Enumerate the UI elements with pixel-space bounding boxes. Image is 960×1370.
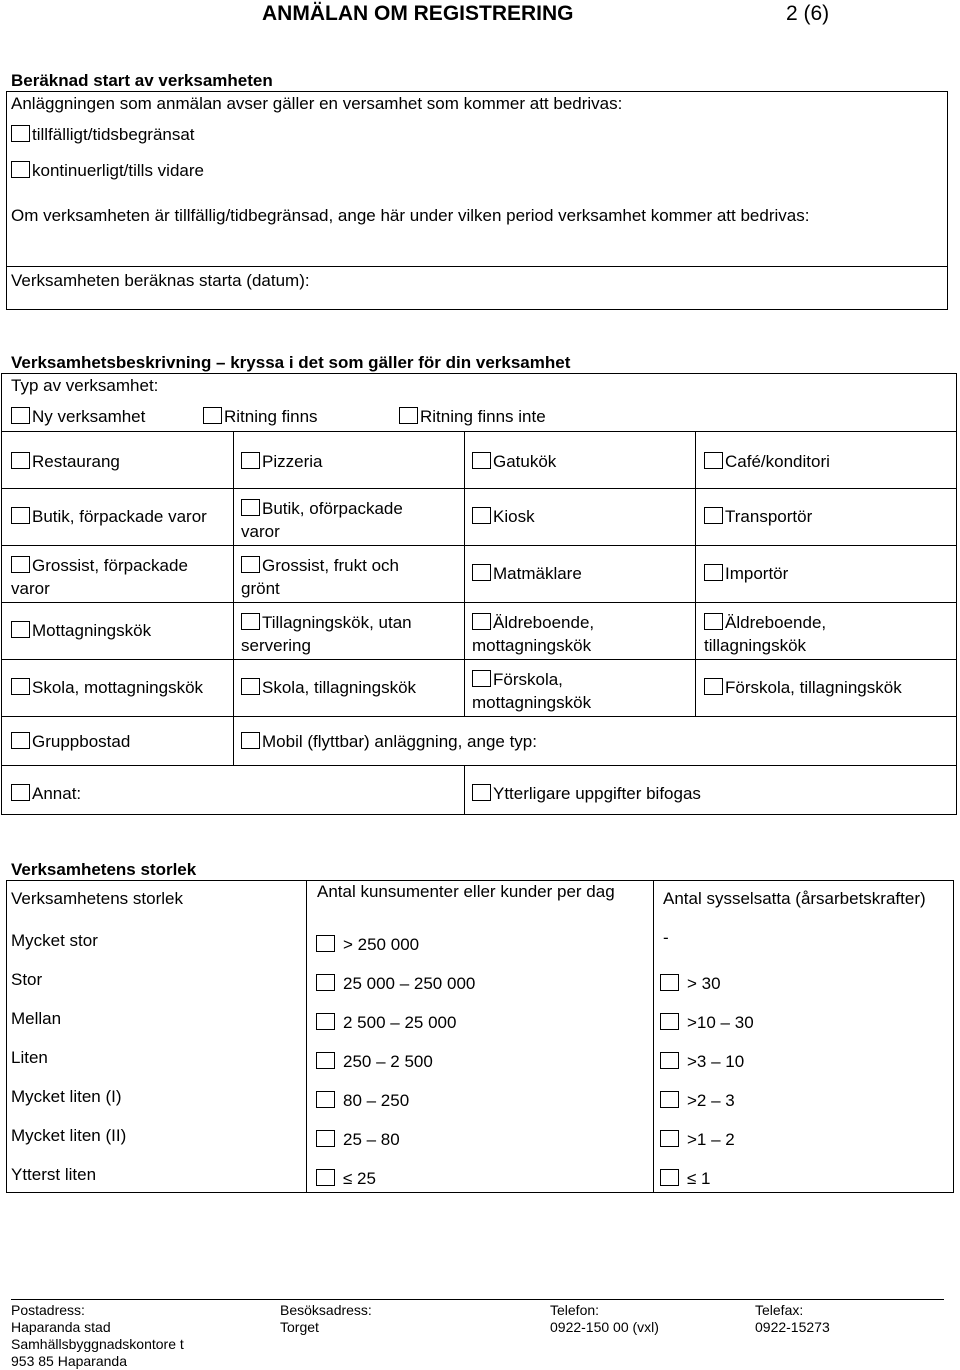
option-gruppbostad[interactable]: Gruppbostad	[11, 732, 130, 752]
option-ytterligare-uppgifter[interactable]: Ytterligare uppgifter bifogas	[472, 784, 701, 804]
option-tillagningskok-utan-servering[interactable]: Tillagningskök, utan servering	[241, 613, 412, 655]
divider	[1, 431, 957, 432]
option-gatukok[interactable]: Gatukök	[472, 452, 556, 472]
divider	[464, 431, 465, 716]
desc-heading: Verksamhetsbeskrivning – kryssa i det som gäller för din verksamhet	[11, 353, 571, 372]
option-continuous[interactable]: kontinuerligt/tills vidare	[11, 161, 204, 181]
size-row-label: Stor	[11, 970, 43, 989]
size-heading: Verksamhetens storlek	[11, 860, 197, 879]
staff-option[interactable]: >3 – 10	[660, 1052, 744, 1072]
checkbox[interactable]	[704, 452, 723, 469]
start-date-label: Verksamheten beräknas starta (datum):	[11, 271, 310, 290]
customers-option[interactable]: 250 – 2 500	[316, 1052, 433, 1072]
option-skola-mottagningskok[interactable]: Skola, mottagningskök	[11, 678, 203, 698]
checkbox[interactable]	[704, 564, 723, 581]
option-cafe-konditori[interactable]: Café/konditori	[704, 452, 830, 472]
divider	[1, 716, 957, 717]
start-heading: Beräknad start av verksamheten	[11, 71, 273, 90]
checkbox[interactable]	[704, 507, 723, 524]
divider	[233, 431, 234, 765]
option-butik-oforpackade[interactable]: Butik, oförpackade varor	[241, 499, 403, 541]
postadress-line3: 953 85 Haparanda	[11, 1353, 127, 1369]
divider	[1, 765, 957, 766]
checkbox[interactable]	[11, 452, 30, 469]
checkbox[interactable]	[316, 974, 335, 991]
option-importor[interactable]: Importör	[704, 564, 788, 584]
checkbox[interactable]	[241, 678, 260, 695]
option-matmaklare[interactable]: Matmäklare	[472, 564, 582, 584]
option-aldreboende-mottagningskok[interactable]: Äldreboende, mottagningskök	[472, 613, 595, 655]
checkbox[interactable]	[660, 1130, 679, 1147]
option-annat[interactable]: Annat:	[11, 784, 81, 804]
period-label: Om verksamheten är tillfällig/tidbegränsad, ange här under vilken period verksamhet kommer att bedrivas:	[11, 206, 810, 225]
size-row-label: Mycket liten (I)	[11, 1087, 122, 1106]
option-restaurang[interactable]: Restaurang	[11, 452, 120, 472]
option-kiosk[interactable]: Kiosk	[472, 507, 535, 527]
divider	[6, 266, 948, 267]
type-label: Typ av verksamhet:	[11, 376, 159, 395]
option-grossist-forpackade[interactable]: Grossist, förpackade varor	[11, 556, 188, 598]
divider	[464, 765, 465, 815]
page-title: ANMÄLAN OM REGISTRERING	[262, 2, 574, 25]
checkbox[interactable]	[316, 1091, 335, 1108]
staff-option[interactable]: >2 – 3	[660, 1091, 735, 1111]
postadress-line1: Haparanda stad	[11, 1319, 111, 1335]
checkbox[interactable]	[241, 732, 260, 749]
postadress-line2: Samhällsbyggnadskontore t	[11, 1336, 184, 1352]
staff-option[interactable]: >1 – 2	[660, 1130, 735, 1150]
divider	[653, 880, 654, 1193]
telefon-value: 0922-150 00 (vxl)	[550, 1319, 659, 1335]
checkbox[interactable]	[472, 784, 491, 801]
staff-option[interactable]: ≤ 1	[660, 1169, 711, 1189]
size-row-label: Mycket liten (II)	[11, 1126, 127, 1145]
option-forskola-tillagningskok[interactable]: Förskola, tillagningskök	[704, 678, 902, 698]
telefax-value: 0922-15273	[755, 1319, 830, 1335]
staff-option[interactable]: >10 – 30	[660, 1013, 754, 1033]
checkbox[interactable]	[704, 678, 723, 695]
checkbox[interactable]	[11, 507, 30, 524]
divider	[1, 659, 957, 660]
checkbox[interactable]	[203, 407, 222, 424]
checkbox[interactable]	[399, 407, 418, 424]
besok-label: Besöksadress:	[280, 1302, 372, 1318]
checkbox[interactable]	[11, 732, 30, 749]
checkbox[interactable]	[660, 1013, 679, 1030]
checkbox[interactable]	[660, 1169, 679, 1186]
customers-option[interactable]: > 250 000	[316, 935, 419, 955]
checkbox[interactable]	[241, 452, 260, 469]
checkbox[interactable]	[316, 1169, 335, 1186]
option-ritning-finns[interactable]: Ritning finns	[203, 407, 318, 427]
customers-option[interactable]: ≤ 25	[316, 1169, 376, 1189]
staff-option[interactable]: > 30	[660, 974, 721, 994]
customers-option[interactable]: 25 000 – 250 000	[316, 974, 475, 994]
divider	[1, 545, 957, 546]
option-ny-verksamhet[interactable]: Ny verksamhet	[11, 407, 145, 427]
checkbox[interactable]	[241, 556, 260, 573]
checkbox[interactable]	[11, 621, 30, 638]
postadress-label: Postadress:	[11, 1302, 85, 1318]
checkbox[interactable]	[11, 678, 30, 695]
checkbox[interactable]	[660, 974, 679, 991]
checkbox[interactable]	[316, 1130, 335, 1147]
checkbox[interactable]	[472, 452, 491, 469]
size-row-label: Mycket stor	[11, 931, 98, 950]
checkbox[interactable]	[472, 564, 491, 581]
option-ritning-finns-inte[interactable]: Ritning finns inte	[399, 407, 546, 427]
divider	[1, 602, 957, 603]
size-row-label: Liten	[11, 1048, 48, 1067]
column-header-staff: Antal sysselsatta (årsarbetskrafter)	[663, 889, 926, 908]
column-header-customers: Antal kunsumenter eller kunder per dag	[317, 882, 615, 901]
checkbox[interactable]	[11, 161, 30, 178]
option-mottagningskok[interactable]: Mottagningskök	[11, 621, 151, 641]
checkbox[interactable]	[472, 507, 491, 524]
option-mobil-anlaggning[interactable]: Mobil (flyttbar) anläggning, ange typ:	[241, 732, 537, 752]
start-intro: Anläggningen som anmälan avser gäller en versamhet som kommer att bedrivas:	[11, 94, 623, 113]
checkbox[interactable]	[472, 613, 491, 630]
option-grossist-frukt[interactable]: Grossist, frukt och grönt	[241, 556, 399, 598]
size-table	[6, 880, 954, 1193]
option-pizzeria[interactable]: Pizzeria	[241, 452, 322, 472]
size-row-label: Ytterst liten	[11, 1165, 97, 1184]
customers-option[interactable]: 2 500 – 25 000	[316, 1013, 456, 1033]
staff-value: -	[663, 928, 669, 947]
checkbox[interactable]	[660, 1091, 679, 1108]
option-butik-forpackade[interactable]: Butik, förpackade varor	[11, 507, 207, 527]
option-temporary[interactable]: tillfälligt/tidsbegränsat	[11, 125, 195, 145]
option-forskola-mottagningskok[interactable]: Förskola, mottagningskök	[472, 670, 592, 712]
besok-value: Torget	[280, 1319, 319, 1335]
checkbox[interactable]	[11, 784, 30, 801]
checkbox[interactable]	[241, 613, 260, 630]
checkbox[interactable]	[11, 125, 30, 142]
footer-divider	[11, 1299, 944, 1300]
option-transportor[interactable]: Transportör	[704, 507, 812, 527]
checkbox[interactable]	[316, 1013, 335, 1030]
column-header-size: Verksamhetens storlek	[11, 889, 183, 908]
option-skola-tillagningskok[interactable]: Skola, tillagningskök	[241, 678, 416, 698]
divider	[1, 488, 957, 489]
checkbox[interactable]	[660, 1052, 679, 1069]
telefax-label: Telefax:	[755, 1302, 804, 1318]
divider	[695, 431, 696, 716]
size-row-label: Mellan	[11, 1009, 62, 1028]
checkbox[interactable]	[316, 935, 335, 952]
telefon-label: Telefon:	[550, 1302, 600, 1318]
checkbox[interactable]	[704, 613, 723, 630]
checkbox[interactable]	[11, 556, 30, 573]
checkbox[interactable]	[472, 670, 491, 687]
option-aldreboende-tillagningskok[interactable]: Äldreboende, tillagningskök	[704, 613, 827, 655]
divider	[306, 880, 307, 1193]
customers-option[interactable]: 25 – 80	[316, 1130, 400, 1150]
checkbox[interactable]	[241, 499, 260, 516]
page-number: 2 (6)	[786, 2, 830, 25]
customers-option[interactable]: 80 – 250	[316, 1091, 409, 1111]
checkbox[interactable]	[11, 407, 30, 424]
checkbox[interactable]	[316, 1052, 335, 1069]
